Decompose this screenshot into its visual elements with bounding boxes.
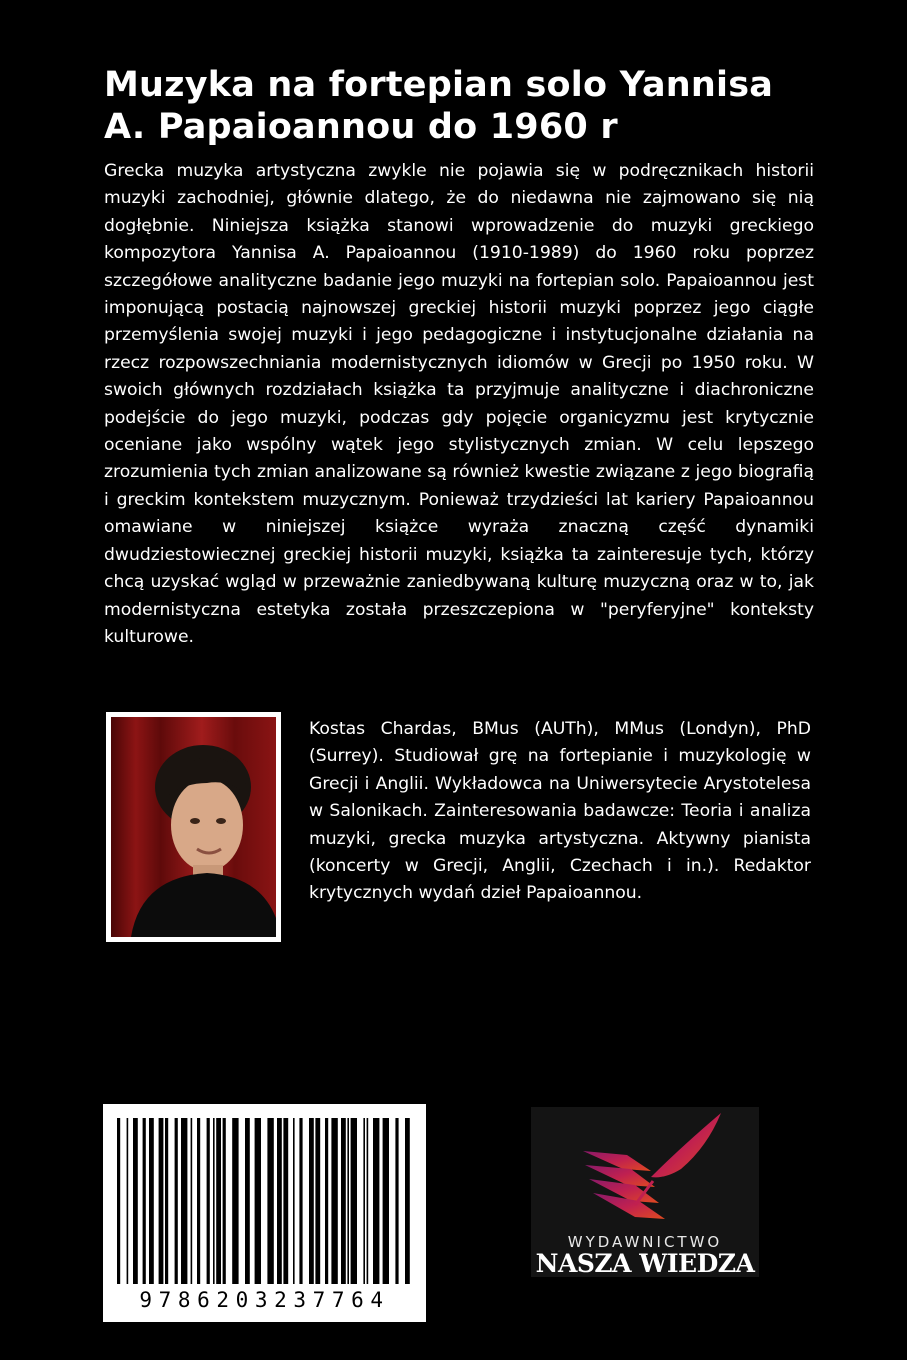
barcode-bar xyxy=(159,1118,164,1284)
barcode-bar xyxy=(223,1118,226,1284)
barcode-bar xyxy=(405,1118,410,1284)
book-description: Grecka muzyka artystyczna zwykle nie pojawia się w podręcznikach historii muzyki zachodniej, głównie dlatego, że do niedawna nie zajmowano się nią dogłębnie. Niniejsza książka stanowi wprowadzenie do muzyki greckiego kompozytora Yannisa A. Papaioannou (1910-1989) do 1960 roku poprzez szczegółowe analityczne badanie jego muzyki na fortepian solo. Papaioannou jest imponującą postacią najnowszej greckiej historii muzyki poprzez jego ciągłe przemyślenia swojej muzyki i jego pedagogiczne i instytucjonalne działania na rzecz rozpowszechniania modernistycznych idiomów w Grecji po 1950 roku. W swoich głównych rozdziałach książka ta przyjmuje analityczne i diachroniczne podejście do jego muzyki, podczas gdy pojęcie organicyzmu jest krytycznie oceniane jako wspólny wątek jego stylistycznych zmian. W celu lepszego zrozumienia tych zmian analizowane są również kwestie związane z jego biografią i greckim kontekstem muzycznym. Ponieważ trzydzieści lat kariery Papaioannou omawiane w niniejszej książce wyraża znaczną część dynamiki dwudziestowiecznej greckiej historii muzyki, książka ta zainteresuje tych, którzy chcą uzyskać wgląd w przeważnie zaniedbywaną kulturę muzyczną oraz w to, jak modernistyczna estetyka została przeszczepiona w "peryferyjne" konteksty kulturowe. xyxy=(104,161,814,647)
barcode-bar xyxy=(373,1118,379,1284)
barcode-bar xyxy=(383,1118,389,1284)
barcode-bar xyxy=(363,1118,365,1284)
barcode-bar xyxy=(283,1118,288,1284)
barcode-bar xyxy=(207,1118,210,1284)
barcode-bar xyxy=(255,1118,261,1284)
barcode-bar xyxy=(143,1118,146,1284)
barcode-bar xyxy=(395,1118,398,1284)
barcode-bar xyxy=(181,1118,187,1284)
isbn-digits: 9786203237764 xyxy=(139,1288,390,1312)
barcode-bar xyxy=(149,1118,154,1284)
publisher-label: WYDAWNICTWO xyxy=(567,1233,723,1251)
barcode-bar xyxy=(341,1118,346,1284)
barcode-bar xyxy=(133,1118,138,1284)
barcode-bar xyxy=(117,1118,120,1284)
barcode-bar xyxy=(213,1118,215,1284)
publisher-name: NASZA WIEDZA xyxy=(535,1249,755,1278)
isbn-barcode xyxy=(103,1104,426,1322)
barcode-bar xyxy=(293,1118,295,1284)
barcode-bar xyxy=(277,1118,282,1284)
publisher-logo xyxy=(531,1107,759,1277)
barcode-bar xyxy=(216,1118,221,1284)
barcode-bar xyxy=(299,1118,302,1284)
barcode-bar xyxy=(191,1118,193,1284)
barcode-bar xyxy=(325,1118,328,1284)
barcode-bar xyxy=(197,1118,200,1284)
barcode-bar xyxy=(315,1118,320,1284)
author-portrait-image xyxy=(111,717,276,937)
barcode-bar xyxy=(331,1118,337,1284)
barcode-bar xyxy=(351,1118,357,1284)
author-photo xyxy=(106,712,281,942)
barcode-bar xyxy=(175,1118,178,1284)
barcode-bar xyxy=(232,1118,238,1284)
barcode-bar xyxy=(267,1118,273,1284)
barcode-bar xyxy=(127,1118,129,1284)
book-title: Muzyka na fortepian solo Yannisa A. Papaioannou do 1960 r xyxy=(104,65,774,147)
author-bio: Kostas Chardas, BMus (AUTh), MMus (Londyn), PhD (Surrey). Studiował grę na fortepianie i muzykologię w Grecji i Anglii. Wykładowca na Uniwersytecie Arystotelesa w Salonikach. Zainteresowania badawcze: Teoria i analiza muzyki, grecka muzyka artystyczna. Aktywny pianista (koncerty w Grecji, Anglii, Czechach i in.). Redaktor krytycznych wydań dzieł Papaioannou. xyxy=(309,719,811,904)
barcode-bar xyxy=(245,1118,250,1284)
barcode-bar xyxy=(367,1118,369,1284)
barcode-bar xyxy=(309,1118,314,1284)
book-quill-icon xyxy=(531,1107,759,1233)
barcode-bar xyxy=(165,1118,168,1284)
barcode-bar xyxy=(347,1118,349,1284)
